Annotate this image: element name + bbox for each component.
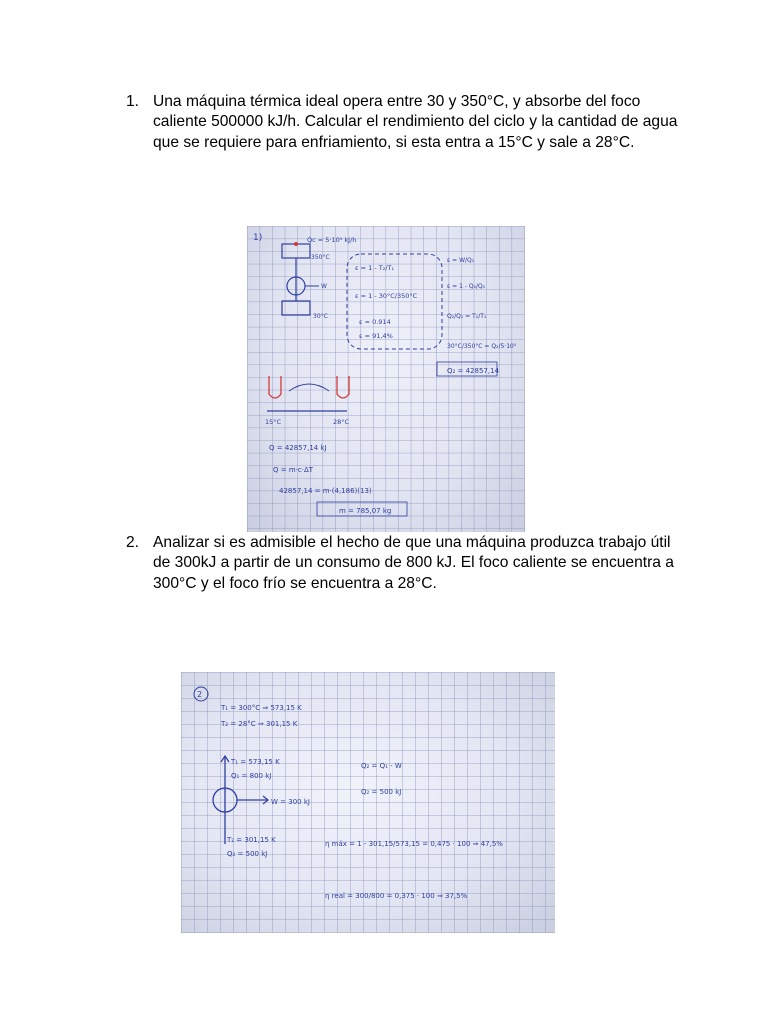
- note-eta-real: η real = 300/800 = 0,375 · 100 ⇒ 37,5%: [325, 892, 468, 900]
- note-t2b: T₂ = 301,15 K: [227, 836, 276, 844]
- note-eq6: ε = 1 - Q₂/Q₁: [447, 283, 486, 290]
- note-formula: Q = m·c·ΔT: [273, 466, 314, 474]
- note-t-hot: 350°C: [311, 254, 330, 261]
- note-eq2: Q₂ = 500 kJ: [361, 788, 402, 796]
- note-t1: T₁ = 300°C ⇒ 573,15 K: [221, 704, 302, 712]
- note-eq4: ε = 91,4%: [359, 332, 393, 340]
- note-t1b: T₁ = 573,15 K: [231, 758, 280, 766]
- note-w: W: [321, 283, 327, 290]
- note-label: 2: [197, 690, 203, 699]
- note-eq2: ε = 1 - 30°C/350°C: [355, 292, 418, 300]
- note-label: 1): [253, 233, 263, 243]
- note-q2: Q₂ = 500 kJ: [227, 850, 268, 858]
- note-q2: Q₂ = 42857,14: [447, 367, 500, 375]
- problem-number: 2.: [126, 534, 140, 551]
- note-eq1: Q₂ = Q₁ - W: [361, 762, 402, 770]
- note-t-cold: 30°C: [313, 313, 328, 320]
- handwritten-solution-photo-2: [181, 672, 555, 933]
- note-t2: T₂ = 28°C ⇒ 301,15 K: [221, 720, 298, 728]
- note-subst: 42857,14 = m·(4,186)(13): [279, 487, 372, 495]
- note-qh: Q̇c = 5·10⁵ kJ/h: [307, 236, 357, 244]
- handwritten-notes-1: [247, 226, 525, 532]
- problem-number: 1.: [126, 93, 140, 110]
- note-t-in: 15°C: [265, 418, 282, 426]
- note-eq3: ε = 0.914: [359, 318, 391, 326]
- note-result: m = 785,07 kg: [339, 507, 392, 515]
- note-eq7: Q₂/Q₁ = T₂/T₁: [447, 313, 487, 320]
- note-q2b: Q = 42857,14 kJ: [269, 444, 327, 452]
- handwritten-notes-2: [181, 672, 555, 933]
- note-t-out: 28°C: [333, 418, 350, 426]
- note-eq5: ε = W/Q₁: [447, 257, 475, 264]
- problem-1: [126, 92, 686, 153]
- note-q1: Q₁ = 800 kJ: [231, 772, 272, 780]
- problem-2: [126, 533, 686, 594]
- problem-text: Una máquina térmica ideal opera entre 30 y 350°C, y absorbe del foco caliente 500000 kJ/h. Calcular el rendimiento del ciclo y la cantidad de agua que se requiere para enfriamiento, si esta entra a 15°C y sale a 28°C.: [153, 93, 678, 151]
- problem-text: Analizar si es admisible el hecho de que una máquina produzca trabajo útil de 300kJ a partir de un consumo de 800 kJ. El foco caliente se encuentra a 300°C y el foco frío se encuentra a 28°C.: [153, 534, 674, 592]
- note-eq8: 30°C/350°C = Q₂/5·10⁵: [447, 343, 517, 350]
- handwritten-solution-photo-1: [247, 226, 525, 532]
- note-eta-max: η máx = 1 - 301,15/573,15 = 0,475 · 100 ⇒ 47,5%: [325, 840, 503, 848]
- note-eq1: ε = 1 - T₂/T₁: [355, 264, 395, 272]
- note-w: W = 300 kJ: [271, 798, 310, 806]
